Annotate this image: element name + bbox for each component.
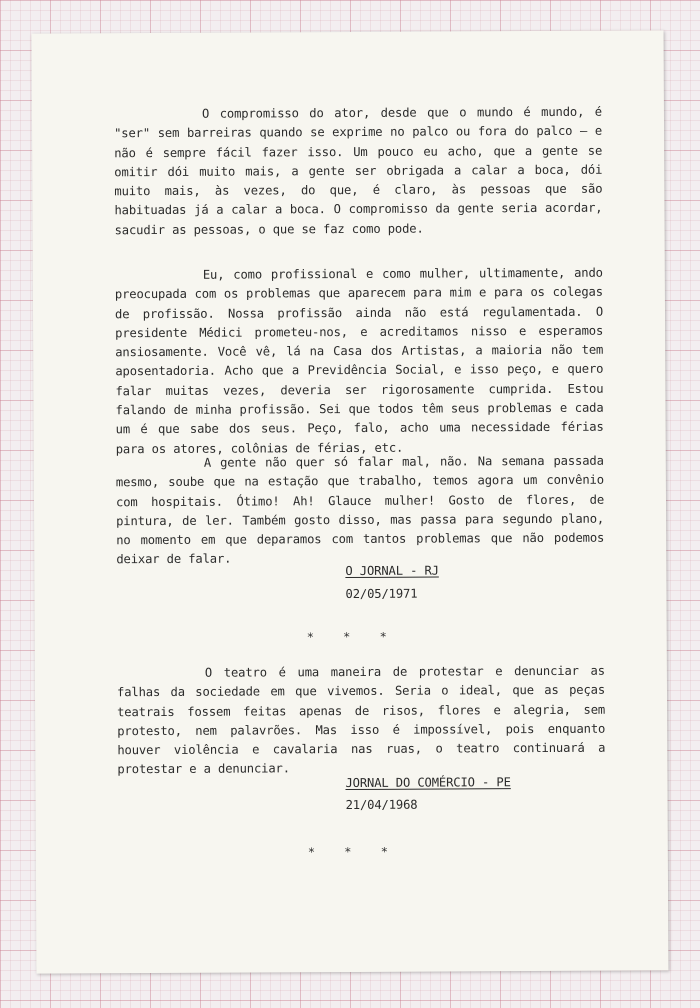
paragraph-1: O compromisso do ator, desde que o mundo é mundo, é "ser" sem barreiras quando se exprime no palco ou fora do palco — e não é sempre fácil fazer isso. Um pouco eu acho, que a gente se omitir dói muito mais, a gente ser obrigada a calar a boca, dói muito mais, às vezes, do que, é claro, às pessoas que são habituadas já a calar a boca. O compromisso da gente seria acordar, sacudir as pessoas, o que se faz como pode.: [114, 104, 603, 238]
paragraph-2: Eu, como profissional e como mulher, ultimamente, ando preocupada com os problemas que aparecem para mim e para os colegas de profissão. Nossa profissão ainda não está regulamentada. O presidente Médici prometeu-nos, e acreditamos nisso e esperamos ansiosamente. Você vê, lá na Casa dos Artistas, a maioria não tem aposentadoria. Acho que a Previdência Social, e isso peço, e quero falar muitas vezes, deveria ser rigorosamente cumprida. Estou falando de minha profissão. Sei que todos têm seus problemas e cada um é que sabe dos seus. Peço, falo, acho uma necessidade férias para os atores, colônias de férias, etc.: [114, 265, 604, 456]
paragraph-4: O teatro é uma maneira de protestar e denunciar as falhas da sociedade em que vivemos. Seria o ideal, que as peças teatrais fossem feitas apenas de risos, flores e alegria, sem protesto, nem palavrões. Mas isso é impossível, pois enquanto houver violência e cavalaria nas ruas, o teatro continuará a protestar e a denunciar.: [116, 663, 606, 777]
source-2-name: JORNAL DO COMÉRCIO - PE: [345, 775, 511, 791]
source-1-date: 02/05/1971: [345, 586, 418, 602]
source-1-name: O JORNAL - RJ: [345, 563, 439, 579]
paragraph-3: A gente não quer só falar mal, não. Na semana passada mesmo, soube que na estação que trabalho, temos agora um convênio com hospitais. Ótimo! Ah! Glauce mulher! Gosto de flores, de pintura, de ler. Também gosto disso, mas passa para segundo plano, no momento em que deparamos com tantos problemas que não podemos deixar de falar.: [115, 453, 605, 567]
section-separator-2: * * *: [307, 844, 399, 860]
document-page: [32, 30, 669, 973]
source-2-date: 21/04/1968: [345, 797, 418, 813]
section-separator-1: * * *: [306, 629, 398, 645]
